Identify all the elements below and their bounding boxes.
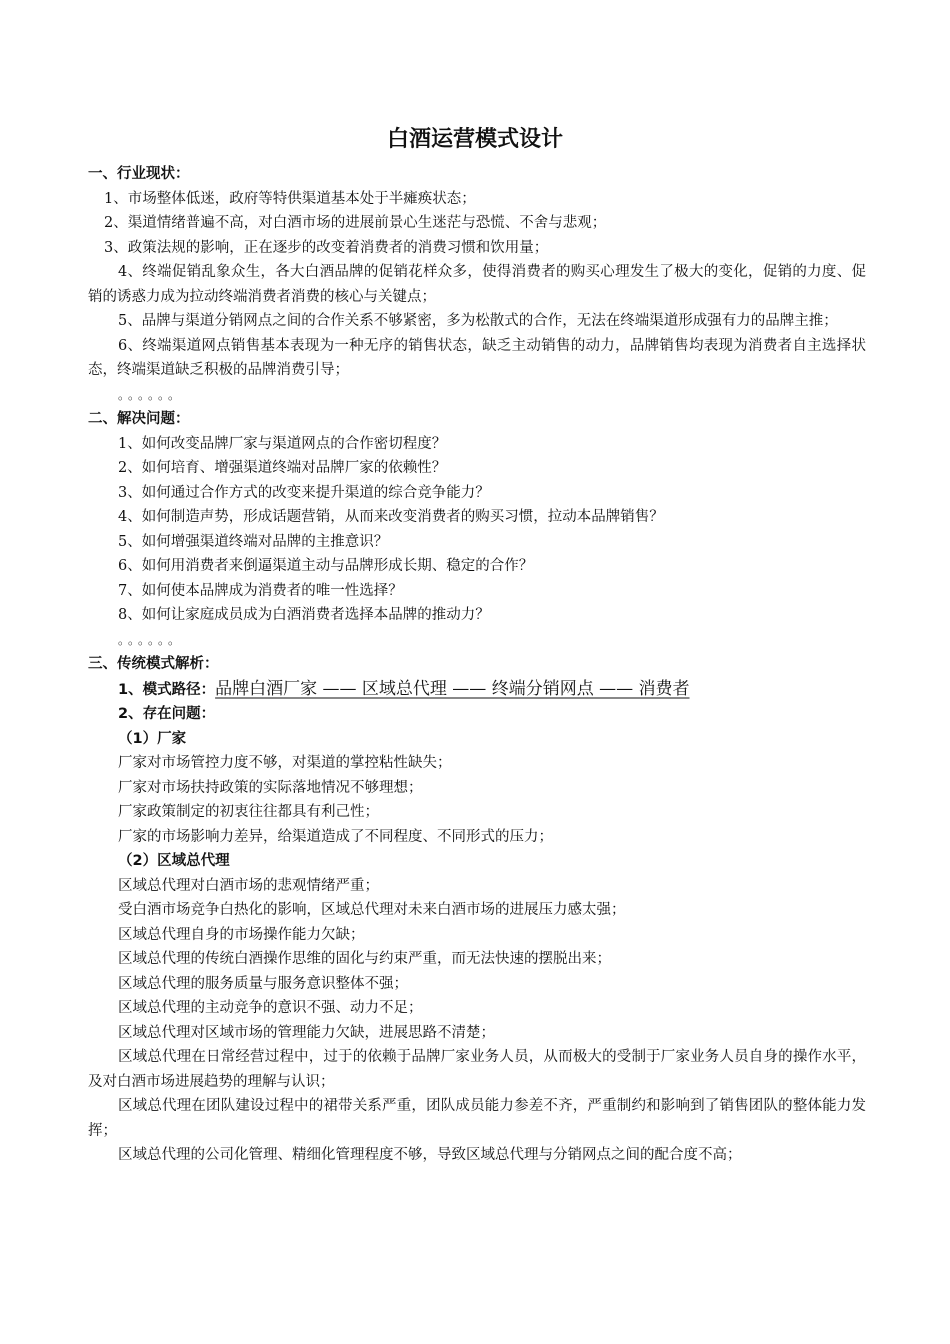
section-heading-traditional-model: 三、传统模式解析： <box>88 656 219 672</box>
list-item: 区域总代理的主动竞争的意识不强、动力不足； <box>118 1000 423 1016</box>
ellipsis: 。。。。。。 <box>118 632 185 647</box>
model-path-label: 1、模式路径： <box>118 681 216 698</box>
list-item: 区域总代理的传统白酒操作思维的固化与约束严重，而无法快速的摆脱出来； <box>118 951 611 967</box>
list-item: 区域总代理在日常经营过程中，过于的依赖于品牌厂家业务人员，从而极大的受制于厂家业务人员自身的操作水平，及对白酒市场进展趋势的理解与认识； <box>88 1049 866 1090</box>
list-item: 厂家政策制定的初衷往往都具有利己性； <box>118 804 379 820</box>
factory-label: （1）厂家 <box>118 730 187 747</box>
list-item: 8、如何让家庭成员成为白酒消费者选择本品牌的推动力？ <box>118 607 490 623</box>
problems-label: 2、存在问题： <box>118 706 216 722</box>
list-item: 厂家对市场扶持政策的实际落地情况不够理想； <box>118 779 423 796</box>
list-item: 区域总代理在团队建设过程中的裙带关系严重，团队成员能力参差不齐，严重制约和影响到了销售团队的整体能力发挥； <box>88 1098 866 1139</box>
list-item: 3、政策法规的影响，正在逐步的改变着消费者的消费习惯和饮用量； <box>104 239 549 256</box>
list-item: 厂家对市场管控力度不够，对渠道的掌控粘性缺失； <box>118 755 452 771</box>
list-item: 1、如何改变品牌厂家与渠道网点的合作密切程度？ <box>118 435 447 452</box>
document-title: 白酒运营模式设计 <box>386 127 563 152</box>
section-heading-problems-to-solve: 二、解决问题： <box>88 411 190 427</box>
list-item: 2、渠道情绪普遍不高，对白酒市场的进展前景心生迷茫与恐慌、不舍与悲观； <box>104 215 607 231</box>
list-item: 区域总代理对区域市场的管理能力欠缺，进展思路不清楚； <box>118 1024 495 1041</box>
list-item: 区域总代理的公司化管理、精细化管理程度不够，导致区域总代理与分销网点之间的配合度不高； <box>118 1147 742 1163</box>
list-item: 受白酒市场竞争白热化的影响，区域总代理对未来白酒市场的进展压力感太强； <box>118 902 626 918</box>
list-item: 5、品牌与渠道分销网点之间的合作关系不够紧密，多为松散式的合作，无法在终端渠道形成强有力的品牌主推； <box>118 313 838 329</box>
regional-agent-label: （2）区域总代理 <box>118 853 230 869</box>
section-heading-industry-status: 一、行业现状： <box>88 166 190 182</box>
model-path-value: 品牌白酒厂家 —— 区域总代理 —— 终端分销网点 —— 消费者 <box>215 678 690 699</box>
list-item: 6、如何用消费者来倒逼渠道主动与品牌形成长期、稳定的合作？ <box>118 558 534 574</box>
list-item: 4、终端促销乱象众生，各大白酒品牌的促销花样众多，使得消费者的购买心理发生了极大的变化，促销的力度、促销的诱惑力成为拉动终端消费者消费的核心与关键点； <box>88 264 866 305</box>
list-item: 3、如何通过合作方式的改变来提升渠道的综合竞争能力？ <box>118 484 490 501</box>
list-item: 区域总代理自身的市场操作能力欠缺； <box>118 926 365 943</box>
model-path <box>88 677 866 703</box>
list-item: 区域总代理对白酒市场的悲观情绪严重； <box>118 877 379 894</box>
ellipsis: 。。。。。。 <box>118 387 185 402</box>
list-item: 7、如何使本品牌成为消费者的唯一性选择？ <box>118 582 403 599</box>
list-item: 2、如何培育、增强渠道终端对品牌厂家的依赖性？ <box>118 460 447 476</box>
list-item: 4、如何制造声势，形成话题营销，从而来改变消费者的购买习惯，拉动本品牌销售？ <box>118 509 664 525</box>
list-item: 厂家的市场影响力差异，给渠道造成了不同程度、不同形式的压力； <box>118 828 553 845</box>
list-item: 6、终端渠道网点销售基本表现为一种无序的销售状态，缺乏主动销售的动力，品牌销售均表现为消费者自主选择状态，终端渠道缺乏积极的品牌消费引导； <box>88 337 866 378</box>
document-body <box>88 162 866 1168</box>
list-item: 5、如何增强渠道终端对品牌的主推意识？ <box>118 533 389 550</box>
list-item: 1、市场整体低迷，政府等特供渠道基本处于半瘫痪状态； <box>104 190 476 207</box>
list-item: 区域总代理的服务质量与服务意识整体不强； <box>118 975 408 992</box>
